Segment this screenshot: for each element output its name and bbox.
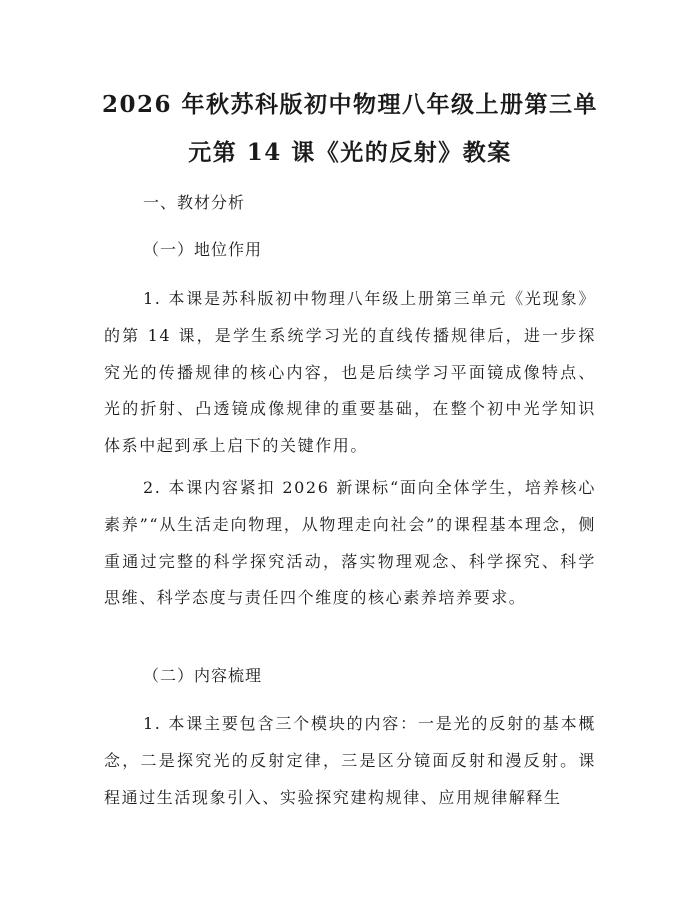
title-line-1: 2026 年秋苏科版初中物理八年级上册第三单 [101, 91, 599, 118]
section-heading-textbook-analysis: 一、教材分析 [143, 193, 246, 212]
title-line-2: 元第 14 课《光的反射》教案 [188, 139, 512, 166]
document-title [80, 81, 620, 177]
subsection-heading-position-role: （一）地位作用 [143, 240, 263, 259]
paragraph-1: 1. 本课是苏科版初中物理八年级上册第三单元《光现象》的第 14 课，是学生系统学习光的直线传播规律后，进一步探究光的传播规律的核心内容，也是后续学习平面镜成像特点、光的折射、凸透镜成像规律的重要基础，在整个初中光学知识体系中起到承上启下的关键作用。 [104, 289, 596, 456]
subsection-heading-content-outline: （二）内容梳理 [143, 666, 263, 685]
paragraph-2: 2. 本课内容紧扣 2026 新课标“面向全体学生，培养核心素养”“从生活走向物理，从物理走向社会”的课程基本理念，侧重通过完整的科学探究活动，落实物理观念、科学探究、科学思维、科学态度与责任四个维度的核心素养培养要求。 [104, 478, 596, 608]
paragraph-3: 1. 本课主要包含三个模块的内容：一是光的反射的基本概念，二是探究光的反射定律，三是区分镜面反射和漫反射。课程通过生活现象引入、实验探究建构规律、应用规律解释生 [104, 714, 596, 807]
